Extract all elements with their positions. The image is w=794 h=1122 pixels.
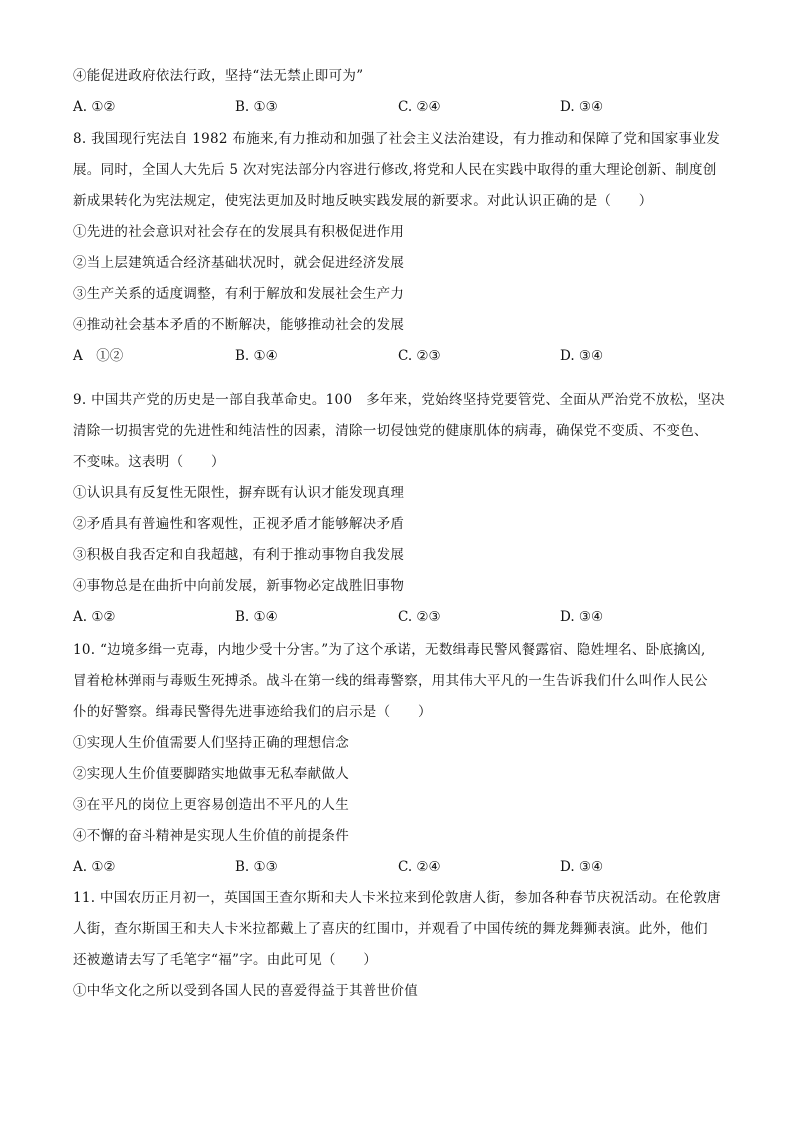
- q8-option-a[interactable]: A ①②: [73, 348, 124, 364]
- q9-statement-1: ①认识具有反复性无限性，摒弃既有认识才能发现真理: [73, 485, 405, 501]
- q8-statement-3: ③生产关系的适度调整，有利于解放和发展社会生产力: [73, 286, 405, 302]
- q7-option-b[interactable]: B. ①③: [235, 99, 278, 115]
- q9-option-a[interactable]: A. ①②: [73, 609, 116, 625]
- q10-statement-2: ②实现人生价值要脚踏实地做事无私奉献做人: [73, 766, 349, 782]
- q10-stem-line-2: 冒着枪林弹雨与毒贩生死搏杀。战斗在第一线的缉毒警察，用其伟大平凡的一生告诉我们什么叫作人民公: [73, 673, 708, 689]
- q9-option-b[interactable]: B. ①④: [235, 609, 278, 625]
- q8-option-d[interactable]: D. ③④: [560, 348, 604, 364]
- q11-stem-line-1: 11. 中国农历正月初一，英国国王查尔斯和夫人卡米拉来到伦敦唐人街，参加各种春节庆祝活动。在伦敦唐: [73, 890, 721, 906]
- q10-option-d[interactable]: D. ③④: [560, 859, 604, 875]
- q10-options: [73, 857, 723, 877]
- q9-stem-line-3: 不变味。这表明（ ）: [73, 454, 225, 470]
- q11-statement-1: ①中华文化之所以受到各国人民的喜爱得益于其普世价值: [73, 983, 418, 999]
- q10-stem-line-3: 仆的好警察。缉毒民警得先进事迹给我们的启示是（ ）: [73, 704, 432, 720]
- q8-stem-line-1: 8. 我国现行宪法自 1982 布施来,有力推动和加强了社会主义法治建设，有力推动和保障了党和国家事业发: [73, 131, 720, 147]
- q10-statement-1: ①实现人生价值需要人们坚持正确的理想信念: [73, 735, 349, 751]
- q8-statement-2: ②当上层建筑适合经济基础状况时，就会促进经济发展: [73, 255, 405, 271]
- q10-option-a[interactable]: A. ①②: [73, 859, 116, 875]
- q8-stem-line-3: 新成果转化为宪法规定，使宪法更加及时地反映实践发展的新要求。对此认识正确的是（ ）: [73, 193, 653, 209]
- q8-option-b[interactable]: B. ①④: [235, 348, 278, 364]
- q8-statement-1: ①先进的社会意识对社会存在的发展具有积极促进作用: [73, 224, 405, 240]
- q11-stem-line-2: 人街，查尔斯国王和夫人卡米拉都戴上了喜庆的红围巾，并观看了中国传统的舞龙舞狮表演。此外，他们: [73, 921, 708, 937]
- q10-statement-3: ③在平凡的岗位上更容易创造出不平凡的人生: [73, 797, 349, 813]
- q9-options: [73, 607, 723, 627]
- q8-statement-4: ④推动社会基本矛盾的不断解决，能够推动社会的发展: [73, 317, 405, 333]
- q8-option-c[interactable]: C. ②③: [398, 348, 441, 364]
- q7-options: [73, 97, 723, 117]
- q9-option-c[interactable]: C. ②③: [398, 609, 441, 625]
- q10-option-b[interactable]: B. ①③: [235, 859, 278, 875]
- q8-stem-line-2: 展。同时，全国人大先后 5 次对宪法部分内容进行修改,将党和人民在实践中取得的重大理论创新、制度创: [73, 162, 717, 178]
- q10-statement-4: ④不懈的奋斗精神是实现人生价值的前提条件: [73, 828, 349, 844]
- q11-stem-line-3: 还被邀请去写了毛笔字“福”字。由此可见（ ）: [73, 952, 378, 968]
- q7-option-d[interactable]: D. ③④: [560, 99, 604, 115]
- q9-stem-line-2: 清除一切损害党的先进性和纯洁性的因素，清除一切侵蚀党的健康肌体的病毒，确保党不变质、不变色、: [73, 423, 708, 439]
- q7-option-a[interactable]: A. ①②: [73, 99, 116, 115]
- q9-option-d[interactable]: D. ③④: [560, 609, 604, 625]
- q10-stem-line-1: 10. “边境多缉一克毒，内地少受十分害。”为了这个承诺，无数缉毒民警风餐露宿、隐姓埋名、卧底擒凶,: [73, 642, 706, 658]
- q7-option-c[interactable]: C. ②④: [398, 99, 441, 115]
- q10-option-c[interactable]: C. ②④: [398, 859, 441, 875]
- q9-stem-line-1: 9. 中国共产党的历史是一部自我革命史。100 多年来，党始终坚持党要管党、全面从严治党不放松，坚决: [73, 392, 725, 408]
- q9-statement-2: ②矛盾具有普遍性和客观性，正视矛盾才能够解决矛盾: [73, 516, 405, 532]
- q9-statement-3: ③积极自我否定和自我超越，有利于推动事物自我发展: [73, 547, 405, 563]
- q7-statement-4: ④能促进政府依法行政，坚持“法无禁止即可为”: [73, 68, 364, 84]
- q9-statement-4: ④事物总是在曲折中向前发展，新事物必定战胜旧事物: [73, 578, 405, 594]
- q8-options: [73, 346, 723, 366]
